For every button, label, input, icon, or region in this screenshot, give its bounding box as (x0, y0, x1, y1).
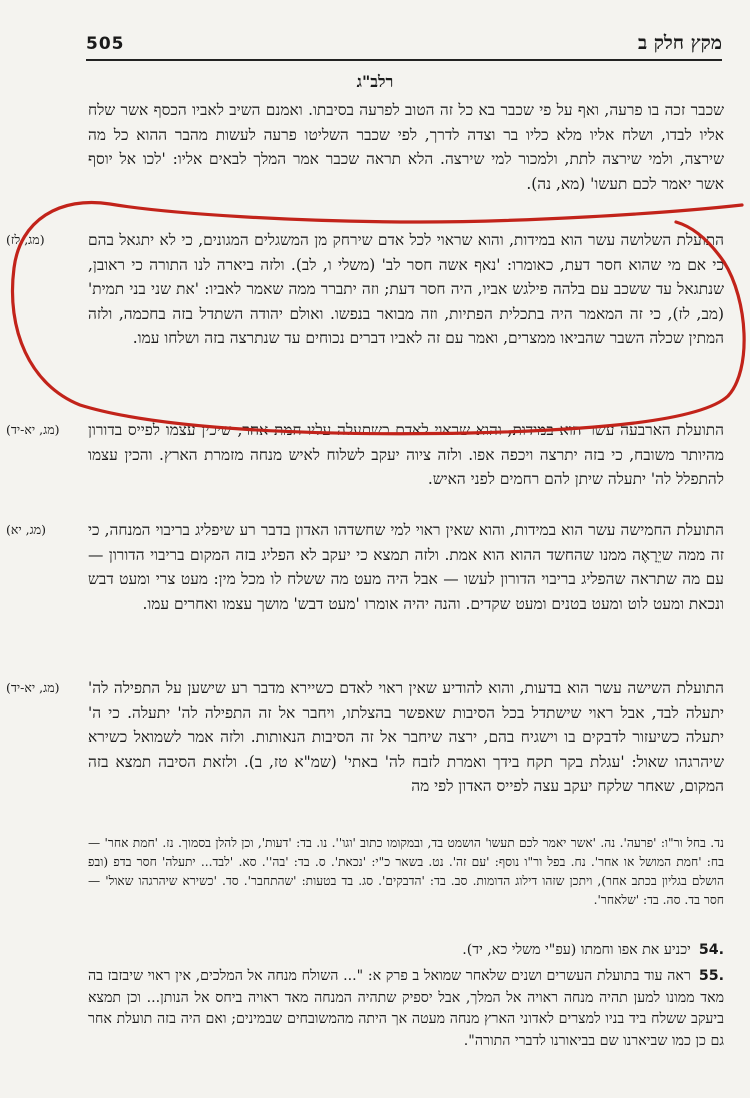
footnote-text: יכניע את אפו וחמתו (עפ"י משלי כא, יד). (462, 942, 691, 958)
footnote-number: .54 (698, 942, 724, 958)
intro-paragraph: שכבר זכה בו פרעה, ואף על פי שכבר בא כל זה הטוב לפרעה בסיבתו. ואמנם השיב לאביו הכסף אשר שלח אליו לבדו, ושלח אליו מלא כליו בר וצדה לדרך, לפי שכבר השליטו פרעה לעשות מהבר ההוא כל מה שירצה, ולמי שירצה לתת, ולמכור למי שירצה. הלא תראה שכבר אמר המלך לבאים אליו: 'לכו אל יוסף אשר יאמר לכם תעשו' (מא, נה). (88, 101, 724, 193)
margin-reference: (מג, יא-יד) (6, 422, 60, 437)
section-title: רלב"ג (356, 72, 394, 91)
variant-notes: נד. בחל ור"ו: 'פרעה'. נה. 'אשר יאמר לכם תעשו' הושמט בד, ובמקומו כתוב 'וגו''. נו. בד: 'דעות', וכן להלן בסמוך. נז. 'חמת אחר' — בח: 'חמת המושל או אחר'. נח. בפל ור"ו נוסף: 'עם זה'. נט. בשאר כ"י: 'נכאת'. ס. בד: 'בה''. סא. 'לבד... יתעלה' חסר בדפ (ובפ הושלם בגליון בכתב אחר), ויתכן שזהו דילוג הדומות. סב. בד: 'הדבקים'. סג. בד בטעות: 'שהתחבר'. סד. 'כשירא שיהרגהו שאול' — חסר בד. סה. בד: 'שלאחר'. (88, 836, 724, 907)
running-header (86, 30, 722, 60)
page-number: 505 (86, 34, 125, 54)
running-title: מקץ חלק ב (637, 32, 722, 54)
paragraph-16: התועלת השישה עשר הוא בדעות, והוא להודיע שאין ראוי לאדם כשיירא מדבר רע שישען על התפילה לה' יתעלה לבד, אבל ראוי שישתדל בכל הסיבות שאפשר בהצלתו, ויחבר אל זה התפילה לה' יתעלה. כי ה' יתעלה כשיעזור לדבקים בו וישגיח בהם, ירצה שיחבר אל זה הסיבות הנאותות. ולזה אמר לשמואל כשירא שיהרגהו שאול: 'עגלת בקר תקח בידך ואמרת לזבח לה' באתי' (שמ"א טז, ב). ולזאת הסיבה תמצא בזה המקום, שאחר שלקח יעקב עצה לפייס האדון לפי מה (88, 679, 724, 796)
footnote-55 (88, 966, 724, 1052)
footnote-54 (88, 940, 724, 962)
paragraph-14: התועלת הארבעה עשר הוא במידות, והוא שראוי לאדם כשתעלה עליו חמת אחר, שיכין עצמו לפייס בדורון מהיותר משובח, כי בזה יתרצה ויכפה אפו. ולזה ציוה יעקב לשלוח לאיש מנחה מזמרת הארץ. והכין עצמו להתפלל לה' יתעלה שיתן להם רחמים לפני האיש. (88, 421, 724, 489)
margin-reference: (מג, יא) (6, 522, 47, 537)
footnote-text: ראה עוד בתועלת העשרים ושנים שלאחר שמואל ב פרק א: "... השולח מנחה אל המלכים, אין ראוי שיבזבז בה מאד ממונו למען תהיה מנחה ראויה אל המלך, אבל יספיק שתהיה המנחה מאד ראויה ביחס אל הנותן... וכן תמצא ביעקב ששלח ביד בניו למצרים לאדוני הארץ מנחה מעטה אך היתה מהמשובחים שבמינים; ואם היה בזה תועלת אחר גם כן כמו שביארנו שם בביאורנו לדברי התורה". (88, 968, 724, 1049)
footnote-number: .55 (698, 968, 724, 984)
margin-reference: (מג, לז) (6, 232, 45, 247)
paragraph-15: התועלת החמישה עשר הוא במידות, והוא שאין ראוי למי שחשדהו האדון בדבר רע שיפליג בריבוי המנחה, כי זה ממה שיֵרָאֶה ממנו שהחשד ההוא הוא אמת. ולזה תמצא כי יעקב לא הפליג בזה המקום בריבוי הדורון — עם מה שתראה שהפליג בריבוי הדורון לעשו — אבל היה מעט מה ששלח לו מכל מין: מעט צרי ומעט דבש ונכאת ומעט לוט ומעט בטנים ומעט שקדים. והנה יהיה אומרו 'מעט דבש' מושך עצמו ואחרים עמו. (88, 521, 724, 613)
margin-reference: (מג, יא-יד) (6, 680, 60, 695)
paragraph-13: התועלת השלושה עשר הוא במידות, והוא שראוי לכל אדם שירחק מן המשגלים המגונים, כי לא יתגאל בהם כי אם מי שהוא חסר דעת, כאומרו: 'נאף אשה חסר לב' (משלי ו, לב). ולזה ביארה לנו התורה כי ראובן, שנתגאל עד ששכב עם בלהה פילגש אביו, היה חסר דעת; וזה יתברר ממה שאמר לאביו: 'את שני בני תמית' (מב, לז), כי זה המאמר היה בתכלית הפתיות, וזה מבואר בנפשו. ואולם יהודה השתדל בזה בחכמה, ולזה המתין שכלה השבר שהביאו ממצרים, ואמר עם זה לאביו דברים נכוחים עד שנתרצה בזה ושלחו עמו. (88, 231, 724, 348)
header-rule (86, 59, 722, 61)
